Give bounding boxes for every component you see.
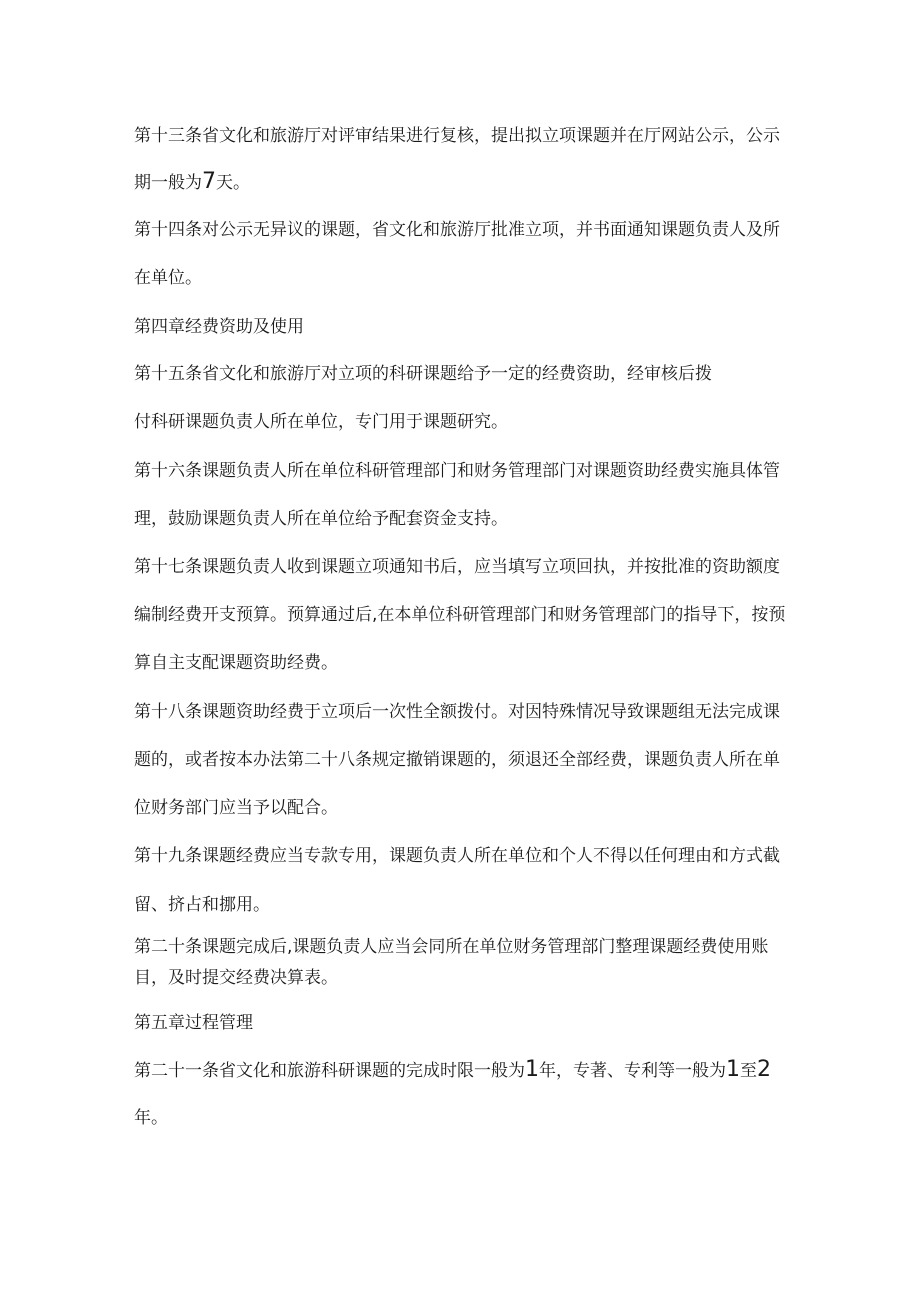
line-number: 7 [202, 169, 216, 194]
line-text: 算自主支配课题资助经费。 [134, 653, 338, 673]
chapter-title: 第四章经费资助及使用 [134, 317, 304, 337]
paragraph-line [134, 603, 785, 627]
line-text: 题的，或者按本办法第二十八条规定撤销课题的，须退还全部经费，课题负责人所在单 [134, 750, 780, 770]
chapter-heading [134, 1011, 253, 1035]
line-text: 天。 [216, 173, 250, 193]
line-text: 至 [740, 1061, 757, 1081]
line-text: 编制经费开支预算。预算通过后,在本单位科研管理部门和财务管理部门的指导下，按预 [134, 605, 786, 625]
paragraph-line [134, 748, 780, 772]
paragraph-line [134, 555, 780, 579]
line-text: 期一般为 [134, 173, 202, 193]
line-number: 2 [757, 1057, 771, 1082]
chapter-heading [134, 315, 304, 339]
paragraph-line [134, 700, 780, 724]
paragraph-line [134, 218, 780, 242]
line-text: 第十三条省文化和旅游厅对评审结果进行复核，提出拟立项课题并在厅网站公示，公示 [134, 126, 780, 146]
line-number: 1 [525, 1057, 539, 1082]
line-number: 1 [726, 1057, 740, 1082]
paragraph-line [134, 844, 780, 868]
paragraph-line [134, 796, 338, 820]
line-text: 第二十条课题完成后,课题负责人应当会同所在单位财务管理部门整理课题经费使用账 [134, 937, 769, 957]
line-text: 年。 [134, 1108, 168, 1128]
paragraph-line [134, 124, 780, 148]
chapter-title: 第五章过程管理 [134, 1013, 253, 1033]
line-text: 第二十一条省文化和旅游科研课题的完成时限一般为 [134, 1061, 525, 1081]
paragraph-line [134, 266, 202, 290]
line-text: 第十四条对公示无异议的课题，省文化和旅游厅批准立项，并书面通知课题负责人及所 [134, 220, 780, 240]
line-text: 第十七条课题负责人收到课题立项通知书后，应当填写立项回执，并按批准的资助额度 [134, 557, 780, 577]
line-text: 付科研课题负责人所在单位，专门用于课题研究。 [134, 412, 508, 432]
paragraph-line [134, 935, 768, 959]
line-text: 理，鼓励课题负责人所在单位给予配套资金支持。 [134, 509, 508, 529]
line-text: 留、挤占和挪用。 [134, 895, 270, 915]
line-text: 年，专著、专利等一般为 [539, 1061, 726, 1081]
line-text: 位财务部门应当予以配合。 [134, 798, 338, 818]
paragraph-line [134, 893, 270, 917]
paragraph-line [134, 459, 780, 483]
paragraph-line [134, 1106, 168, 1130]
line-text: 在单位。 [134, 268, 202, 288]
line-text: 第十五条省文化和旅游厅对立项的科研课题给予一定的经费资助，经审核后拨 [134, 364, 712, 384]
paragraph-line [134, 362, 712, 386]
paragraph-line [134, 966, 338, 990]
paragraph-line [134, 1058, 771, 1083]
line-text: 第十九条课题经费应当专款专用，课题负责人所在单位和个人不得以任何理由和方式截 [134, 846, 780, 866]
paragraph-line [134, 507, 508, 531]
line-text: 目，及时提交经费决算表。 [134, 968, 338, 988]
paragraph-line [134, 410, 508, 434]
line-text: 第十六条课题负责人所在单位科研管理部门和财务管理部门对课题资助经费实施具体管 [134, 461, 780, 481]
paragraph-line [134, 651, 338, 675]
paragraph-line [134, 170, 250, 195]
line-text: 第十八条课题资助经费于立项后一次性全额拨付。对因特殊情况导致课题组无法完成课 [134, 702, 780, 722]
